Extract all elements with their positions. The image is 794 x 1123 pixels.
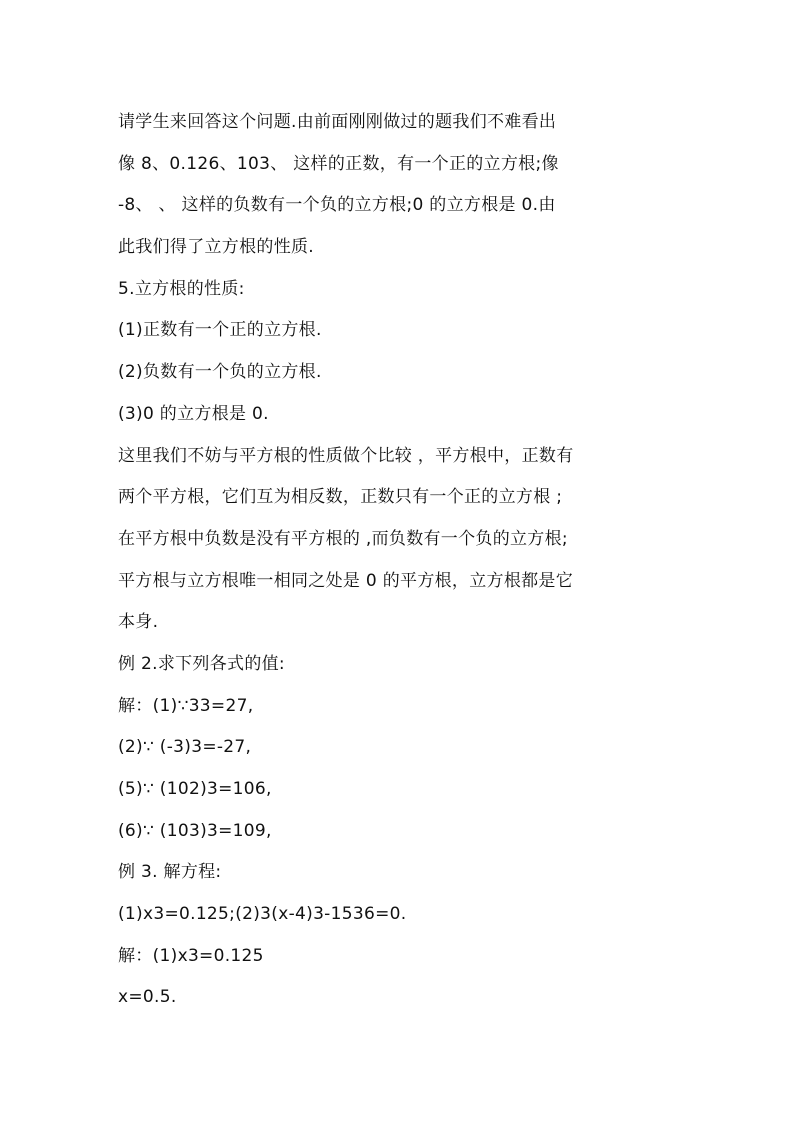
solution-line: (5)∵ (102)3=106, bbox=[118, 779, 272, 799]
text-line: 平方根与立方根唯一相同之处是 0 的平方根，立方根都是它 bbox=[118, 570, 574, 591]
section-heading: 5.立方根的性质: bbox=[118, 278, 245, 299]
equation-line: (1)x3=0.125;(2)3(x-4)3-1536=0. bbox=[118, 904, 407, 925]
solution-line: 解：(1)x3=0.125 bbox=[118, 945, 264, 966]
solution-line: (6)∵ (103)3=109, bbox=[118, 820, 272, 841]
example-heading: 例 3. 解方程: bbox=[118, 862, 222, 883]
text-line: 像 8、0.126、103、 这样的正数，有一个正的立方根;像 bbox=[118, 153, 559, 174]
text-line: 这里我们不妨与平方根的性质做个比较 ，平方根中，正数有 bbox=[118, 445, 574, 466]
list-item: (3)0 的立方根是 0. bbox=[118, 403, 269, 424]
text-line: -8、 、 这样的负数有一个负的立方根;0 的立方根是 0.由 bbox=[118, 195, 556, 216]
document-body bbox=[118, 102, 678, 1019]
text-line: 两个平方根，它们互为相反数，正数只有一个正的立方根 ; bbox=[118, 487, 563, 508]
text-line: 在平方根中负数是没有平方根的 ,而负数有一个负的立方根; bbox=[118, 528, 568, 549]
example-heading: 例 2.求下列各式的值: bbox=[118, 653, 285, 674]
text-line: 请学生来回答这个问题.由前面刚刚做过的题我们不难看出 bbox=[118, 112, 557, 132]
text-line: 此我们得了立方根的性质. bbox=[118, 237, 315, 258]
list-item: (1)正数有一个正的立方根. bbox=[118, 320, 322, 341]
list-item: (2)负数有一个负的立方根. bbox=[118, 362, 322, 383]
solution-line: x=0.5. bbox=[118, 987, 177, 1008]
text-line: 本身. bbox=[118, 612, 159, 633]
solution-line: (2)∵ (-3)3=-27, bbox=[118, 737, 252, 758]
solution-line: 解：(1)∵33=27, bbox=[118, 695, 254, 716]
